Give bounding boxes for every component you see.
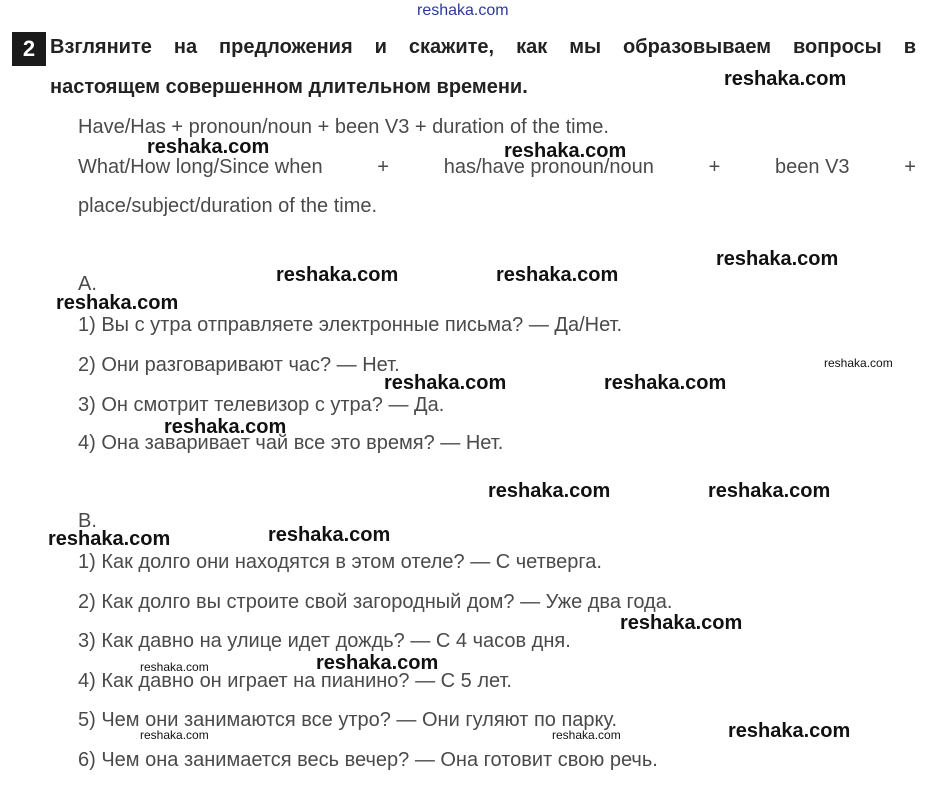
section-a-item: 2) Они разговаривают час? — Нет. (78, 354, 400, 376)
section-b-item: 3) Как давно на улице идет дождь? — С 4 часов дня. (78, 630, 571, 652)
formula-part: + (708, 156, 721, 178)
section-b-item: 6) Чем она занимается весь вечер? — Она готовит свою речь. (78, 749, 658, 771)
watermark: reshaka.com (384, 372, 507, 394)
site-header-link[interactable]: reshaka.com (417, 2, 509, 19)
watermark: reshaka.com (276, 264, 399, 286)
formula-part: + (377, 156, 389, 178)
watermark: reshaka.com (140, 728, 209, 742)
watermark: reshaka.com (724, 68, 847, 90)
section-a-item: 3) Он смотрит телевизор с утра? — Да. (78, 394, 445, 416)
task-number-badge: 2 (12, 32, 46, 66)
watermark: reshaka.com (604, 372, 727, 394)
watermark: reshaka.com (147, 136, 270, 158)
watermark: reshaka.com (164, 416, 287, 438)
watermark: reshaka.com (140, 660, 209, 674)
section-b-item: 2) Как долго вы строите свой загородный дом? — Уже два года. (78, 591, 673, 613)
watermark: reshaka.com (316, 652, 439, 674)
watermark: reshaka.com (504, 140, 627, 162)
watermark: reshaka.com (728, 720, 851, 742)
watermark: reshaka.com (48, 528, 171, 550)
section-b-label: B. (78, 510, 97, 532)
formula-line-3: place/subject/duration of the time. (78, 195, 378, 217)
formula-part: + (904, 156, 916, 178)
task-instruction-line-2: настоящем совершенном длительном времени. (50, 76, 528, 98)
section-b-item: 5) Чем они занимаются все утро? — Они гуляют по парку. (78, 709, 618, 731)
section-a-label: A. (78, 273, 97, 295)
watermark: reshaka.com (268, 524, 391, 546)
formula-part: What/How long/Since when (78, 156, 323, 178)
watermark: reshaka.com (496, 264, 619, 286)
formula-part: has/have pronoun/noun (443, 156, 654, 178)
watermark: reshaka.com (620, 612, 743, 634)
section-a-item: 1) Вы с утра отправляете электронные письма? — Да/Нет. (78, 314, 623, 336)
watermark: reshaka.com (824, 356, 893, 370)
formula-part: been V3 (775, 156, 850, 178)
watermark: reshaka.com (488, 480, 611, 502)
section-b-item: 4) Как давно он играет на пианино? — С 5 лет. (78, 670, 512, 692)
section-a-item: 4) Она заваривает чай все это время? — Нет. (78, 432, 504, 454)
formula-line-1: Have/Has + pronoun/noun + been V3 + duration of the time. (78, 116, 609, 138)
watermark: reshaka.com (56, 292, 179, 314)
formula-line-2 (78, 156, 916, 179)
task-instruction-line-1: Взгляните на предложения и скажите, как мы образовываем вопросы в (50, 36, 916, 58)
section-b-item: 1) Как долго они находятся в этом отеле? — С четверга. (78, 551, 602, 573)
watermark: reshaka.com (716, 248, 839, 270)
watermark: reshaka.com (552, 728, 621, 742)
watermark: reshaka.com (708, 480, 831, 502)
